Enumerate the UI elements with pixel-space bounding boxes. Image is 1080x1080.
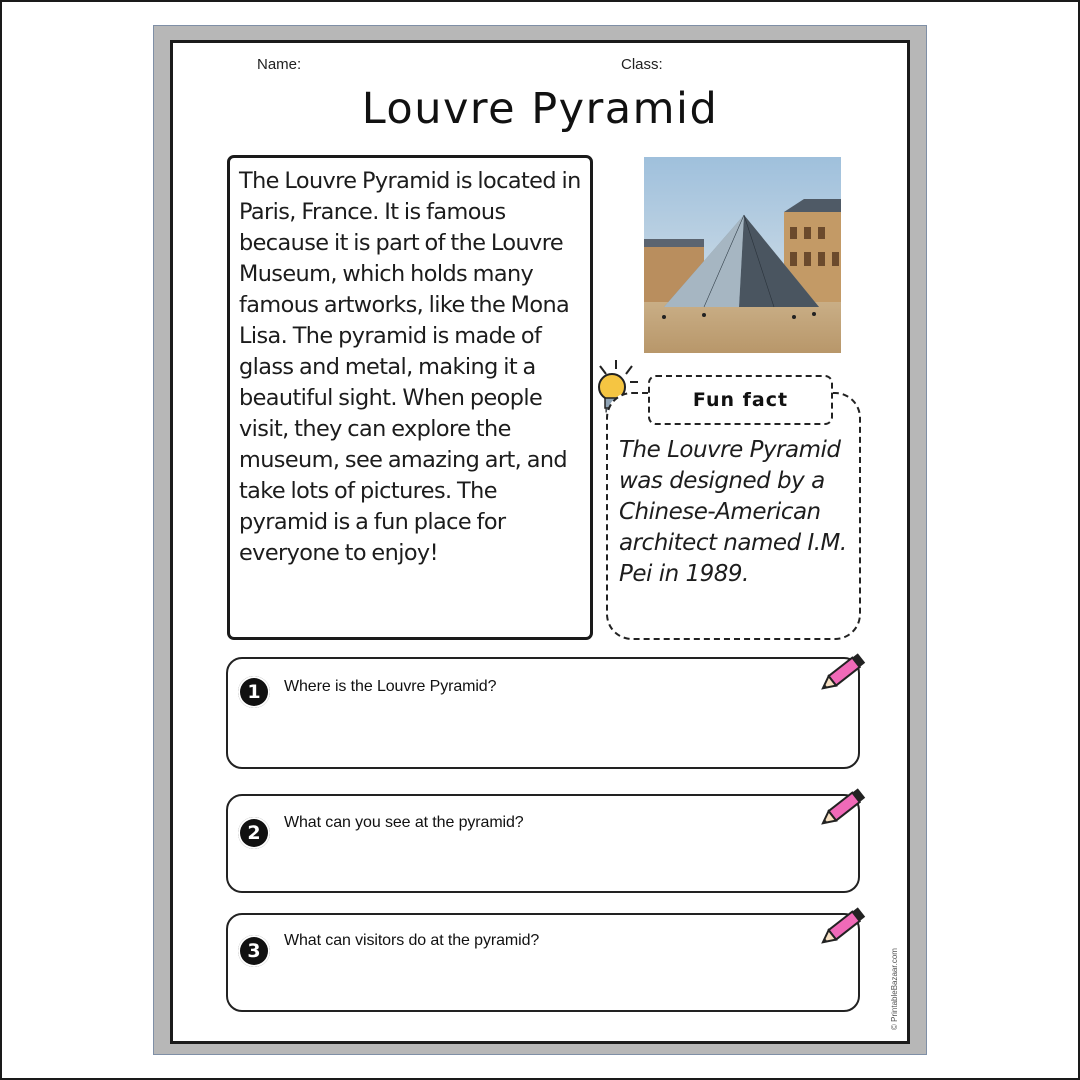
fun-fact-text: The Louvre Pyramid was designed by a Chinese-American architect named I.M. Pei in 1989. [619,437,847,587]
question-1-answer-box[interactable] [226,657,860,769]
copyright-text: © PrintableBazaar.com [890,948,899,1030]
louvre-pyramid-photo [644,157,841,353]
pencil-icon [818,904,870,950]
question-2-answer-box[interactable] [226,794,860,893]
question-1-text: Where is the Louvre Pyramid? [284,678,497,695]
reading-passage-box [227,155,593,640]
page-title: Louvre Pyramid [361,84,719,134]
question-3-text: What can visitors do at the pyramid? [284,932,540,949]
pencil-icon [818,785,870,831]
fun-fact-heading: Fun fact [648,375,833,425]
name-label: Name: [257,56,302,73]
pencil-icon [818,650,870,696]
class-label: Class: [621,56,663,73]
question-2-number: 2 [238,817,270,849]
reading-passage-text: The Louvre Pyramid is located in Paris, France. It is famous because it is part of the Louvre Museum, which holds many famous artworks, like the Mona Lisa. The pyramid is made of glass and metal, making it a beautiful sight. When people visit, they can explore the museum, see amazing art, and take lots of pictures. The pyramid is a fun place for everyone to enjoy! [239,168,581,566]
question-3-number: 3 [238,935,270,967]
question-2-text: What can you see at the pyramid? [284,814,524,831]
question-3-answer-box[interactable] [226,913,860,1012]
question-1-number: 1 [238,676,270,708]
